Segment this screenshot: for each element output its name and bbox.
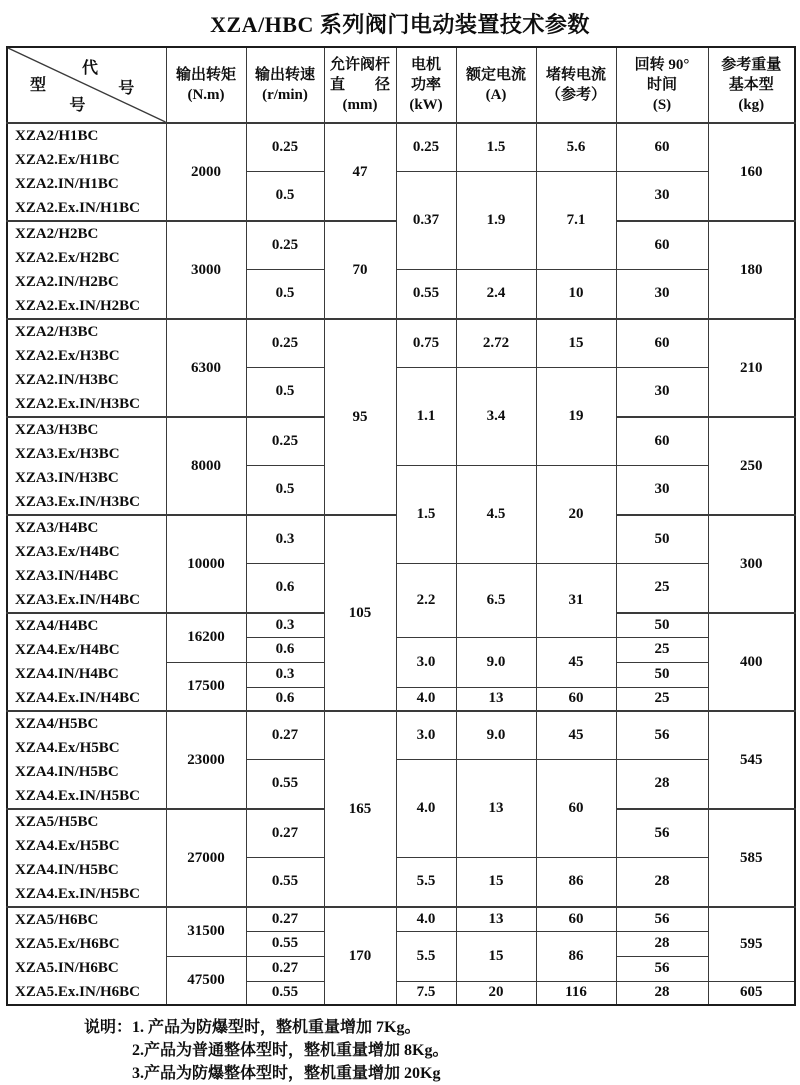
model-name: XZA2.IN/H2BC: [15, 274, 119, 290]
rated-current-cell: 20: [456, 981, 536, 1005]
locked-rotor-current-cell: 86: [536, 857, 616, 907]
model-name: XZA4.Ex.IN/H5BC: [15, 886, 141, 902]
table-row: [7, 711, 795, 735]
model-name: XZA5.IN/H6BC: [15, 960, 119, 976]
model-name: XZA2.Ex.IN/H1BC: [15, 200, 141, 216]
corner-label-xing: 型: [30, 77, 47, 95]
rotation-time-cell: 25: [616, 563, 708, 613]
weight-cell: 180: [708, 221, 795, 319]
column-header-output-speed: 输出转速 (r/min): [246, 47, 324, 123]
model-name: XZA4.Ex/H4BC: [15, 642, 120, 658]
weight-cell: 160: [708, 123, 795, 221]
rotation-time-cell: 56: [616, 809, 708, 857]
model-name: XZA2.Ex.IN/H2BC: [15, 298, 141, 314]
locked-rotor-current-cell: 31: [536, 563, 616, 637]
model-name: XZA2/H3BC: [15, 324, 99, 340]
motor-power-cell: 4.0: [396, 907, 456, 931]
header-row: [7, 47, 795, 123]
speed-cell: 0.25: [246, 417, 324, 465]
speed-cell: 0.5: [246, 171, 324, 221]
table-row: [7, 907, 795, 931]
speed-cell: 0.25: [246, 221, 324, 269]
model-name: XZA2.Ex.IN/H3BC: [15, 396, 141, 412]
rotation-time-cell: 56: [616, 711, 708, 759]
speed-cell: 0.5: [246, 367, 324, 417]
torque-cell: 2000: [166, 123, 246, 221]
rotation-time-cell: 50: [616, 515, 708, 563]
model-name: XZA2/H2BC: [15, 226, 99, 242]
rotation-time-cell: 25: [616, 637, 708, 662]
motor-power-cell: 0.55: [396, 269, 456, 319]
motor-power-cell: 0.75: [396, 319, 456, 367]
rotation-time-cell: 30: [616, 367, 708, 417]
model-cell: [7, 711, 166, 809]
model-name: XZA5.Ex.IN/H6BC: [15, 984, 141, 1000]
model-name: XZA3.Ex.IN/H4BC: [15, 592, 141, 608]
rotation-time-cell: 60: [616, 221, 708, 269]
motor-power-cell: 7.5: [396, 981, 456, 1005]
rotation-time-cell: 60: [616, 417, 708, 465]
speed-cell: 0.55: [246, 759, 324, 809]
motor-power-cell: 5.5: [396, 857, 456, 907]
motor-power-cell: 3.0: [396, 637, 456, 687]
stem-diameter-cell: 170: [324, 907, 396, 1005]
stem-diameter-cell: 70: [324, 221, 396, 319]
speed-cell: 0.55: [246, 931, 324, 956]
motor-power-cell: 4.0: [396, 687, 456, 711]
model-cell: [7, 515, 166, 613]
rotation-time-cell: 50: [616, 662, 708, 687]
locked-rotor-current-cell: 19: [536, 367, 616, 465]
stem-diameter-cell: 105: [324, 515, 396, 711]
column-header-locked-rotor-current: 堵转电流 （参考）: [536, 47, 616, 123]
rotation-time-cell: 28: [616, 759, 708, 809]
speed-cell: 0.5: [246, 465, 324, 515]
rotation-time-cell: 60: [616, 319, 708, 367]
speed-cell: 0.25: [246, 319, 324, 367]
model-cell: [7, 907, 166, 1005]
model-name: XZA2.Ex/H3BC: [15, 348, 120, 364]
rated-current-cell: 1.9: [456, 171, 536, 269]
rotation-time-cell: 28: [616, 981, 708, 1005]
model-name: XZA3/H3BC: [15, 422, 99, 438]
rotation-time-cell: 28: [616, 931, 708, 956]
torque-cell: 47500: [166, 956, 246, 1005]
rotation-time-cell: 60: [616, 123, 708, 171]
rated-current-cell: 9.0: [456, 711, 536, 759]
speed-cell: 0.27: [246, 711, 324, 759]
weight-cell: 210: [708, 319, 795, 417]
torque-cell: 6300: [166, 319, 246, 417]
rated-current-cell: 9.0: [456, 637, 536, 687]
torque-cell: 31500: [166, 907, 246, 956]
weight-cell: 250: [708, 417, 795, 515]
speed-cell: 0.3: [246, 613, 324, 637]
motor-power-cell: 0.37: [396, 171, 456, 269]
model-name: XZA3.Ex.IN/H3BC: [15, 494, 141, 510]
motor-power-cell: 3.0: [396, 711, 456, 759]
model-name: XZA2.IN/H1BC: [15, 176, 119, 192]
model-name: XZA4.IN/H5BC: [15, 764, 119, 780]
torque-cell: 16200: [166, 613, 246, 662]
speed-cell: 0.27: [246, 956, 324, 981]
model-name: XZA5/H5BC: [15, 814, 99, 830]
model-cell: [7, 221, 166, 319]
notes: [84, 1016, 800, 1085]
motor-power-cell: 4.0: [396, 759, 456, 857]
weight-cell: 545: [708, 711, 795, 809]
motor-power-cell: 5.5: [396, 931, 456, 981]
locked-rotor-current-cell: 5.6: [536, 123, 616, 171]
model-name: XZA3.IN/H4BC: [15, 568, 119, 584]
motor-power-cell: 0.25: [396, 123, 456, 171]
corner-label-dai: 代: [82, 60, 99, 78]
model-name: XZA4/H4BC: [15, 618, 99, 634]
rated-current-cell: 13: [456, 759, 536, 857]
torque-cell: 10000: [166, 515, 246, 613]
rated-current-cell: 4.5: [456, 465, 536, 563]
speed-cell: 0.5: [246, 269, 324, 319]
rotation-time-cell: 30: [616, 171, 708, 221]
spec-table: [6, 46, 796, 1006]
speed-cell: 0.6: [246, 563, 324, 613]
rated-current-cell: 13: [456, 907, 536, 931]
table-row: [7, 123, 795, 147]
rotation-time-cell: 28: [616, 857, 708, 907]
page-title: XZA/HBC 系列阀门电动装置技术参数: [210, 12, 590, 37]
rotation-time-cell: 56: [616, 907, 708, 931]
rated-current-cell: 2.4: [456, 269, 536, 319]
torque-cell: 23000: [166, 711, 246, 809]
speed-cell: 0.25: [246, 123, 324, 171]
model-name: XZA3.Ex/H4BC: [15, 544, 120, 560]
rated-current-cell: 13: [456, 687, 536, 711]
model-name: XZA4.IN/H4BC: [15, 666, 119, 682]
model-name: XZA5.Ex/H6BC: [15, 936, 120, 952]
locked-rotor-current-cell: 15: [536, 319, 616, 367]
motor-power-cell: 1.5: [396, 465, 456, 563]
locked-rotor-current-cell: 45: [536, 711, 616, 759]
corner-header-model-code: [7, 47, 166, 123]
locked-rotor-current-cell: 60: [536, 687, 616, 711]
torque-cell: 3000: [166, 221, 246, 319]
model-name: XZA2.IN/H3BC: [15, 372, 119, 388]
model-cell: [7, 417, 166, 515]
stem-diameter-cell: 47: [324, 123, 396, 221]
model-cell: [7, 613, 166, 711]
column-header-motor-power: 电机 功率 (kW): [396, 47, 456, 123]
rated-current-cell: 2.72: [456, 319, 536, 367]
torque-cell: 8000: [166, 417, 246, 515]
weight-cell: 400: [708, 613, 795, 711]
rotation-time-cell: 30: [616, 465, 708, 515]
torque-cell: 27000: [166, 809, 246, 907]
rotation-time-cell: 25: [616, 687, 708, 711]
weight-cell: 605: [708, 981, 795, 1005]
locked-rotor-current-cell: 20: [536, 465, 616, 563]
model-name: XZA3.Ex/H3BC: [15, 446, 120, 462]
speed-cell: 0.3: [246, 515, 324, 563]
model-name: XZA4.Ex/H5BC: [15, 838, 120, 854]
corner-label-hao-top: 号: [118, 79, 135, 97]
model-name: XZA2.Ex/H1BC: [15, 152, 120, 168]
notes-label: 说明：: [84, 1019, 133, 1036]
weight-cell: 595: [708, 907, 795, 981]
model-name: XZA3.IN/H3BC: [15, 470, 119, 486]
model-name: XZA4.Ex.IN/H5BC: [15, 788, 141, 804]
speed-cell: 0.3: [246, 662, 324, 687]
speed-cell: 0.6: [246, 687, 324, 711]
stem-diameter-cell: 165: [324, 711, 396, 907]
speed-cell: 0.27: [246, 907, 324, 931]
model-cell: [7, 123, 166, 221]
locked-rotor-current-cell: 116: [536, 981, 616, 1005]
model-cell: [7, 809, 166, 907]
rotation-time-cell: 50: [616, 613, 708, 637]
corner-label-hao-bottom: 号: [69, 97, 86, 115]
rotation-time-cell: 30: [616, 269, 708, 319]
note-item-1: 1. 产品为防爆型时，整机重量增加 7Kg。: [132, 1019, 421, 1036]
model-name: XZA4/H5BC: [15, 716, 99, 732]
note-item-3: 3.产品为防爆整体型时，整机重量增加 20Kg: [132, 1065, 441, 1082]
model-name: XZA2.Ex/H2BC: [15, 250, 120, 266]
rotation-time-cell: 56: [616, 956, 708, 981]
locked-rotor-current-cell: 86: [536, 931, 616, 981]
locked-rotor-current-cell: 60: [536, 907, 616, 931]
weight-cell: 585: [708, 809, 795, 907]
rated-current-cell: 3.4: [456, 367, 536, 465]
torque-cell: 17500: [166, 662, 246, 711]
speed-cell: 0.55: [246, 857, 324, 907]
table-body: [7, 123, 795, 1005]
speed-cell: 0.6: [246, 637, 324, 662]
rated-current-cell: 15: [456, 857, 536, 907]
motor-power-cell: 1.1: [396, 367, 456, 465]
stem-diameter-cell: 95: [324, 319, 396, 515]
rated-current-cell: 15: [456, 931, 536, 981]
model-name: XZA3/H4BC: [15, 520, 99, 536]
table-header: [7, 47, 795, 123]
locked-rotor-current-cell: 10: [536, 269, 616, 319]
model-cell: [7, 319, 166, 417]
speed-cell: 0.55: [246, 981, 324, 1005]
rated-current-cell: 1.5: [456, 123, 536, 171]
note-item-2: 2.产品为普通整体型时，整机重量增加 8Kg。: [132, 1042, 449, 1059]
model-name: XZA2/H1BC: [15, 128, 99, 144]
model-name: XZA4.IN/H5BC: [15, 862, 119, 878]
table-row: [7, 319, 795, 343]
column-header-output-torque: 输出转矩 (N.m): [166, 47, 246, 123]
locked-rotor-current-cell: 60: [536, 759, 616, 857]
notes-items: [132, 1016, 448, 1085]
model-name: XZA5/H6BC: [15, 912, 99, 928]
column-header-reference-weight: 参考重量 基本型 (kg): [708, 47, 795, 123]
motor-power-cell: 2.2: [396, 563, 456, 637]
column-header-stem-diameter: 允许阀杆 直 径 (mm): [324, 47, 396, 123]
model-name: XZA4.Ex/H5BC: [15, 740, 120, 756]
locked-rotor-current-cell: 7.1: [536, 171, 616, 269]
locked-rotor-current-cell: 45: [536, 637, 616, 687]
weight-cell: 300: [708, 515, 795, 613]
speed-cell: 0.27: [246, 809, 324, 857]
column-header-rated-current: 额定电流 (A): [456, 47, 536, 123]
column-header-rotation-time: 回转 90° 时间 (S): [616, 47, 708, 123]
rated-current-cell: 6.5: [456, 563, 536, 637]
model-name: XZA4.Ex.IN/H4BC: [15, 690, 141, 706]
